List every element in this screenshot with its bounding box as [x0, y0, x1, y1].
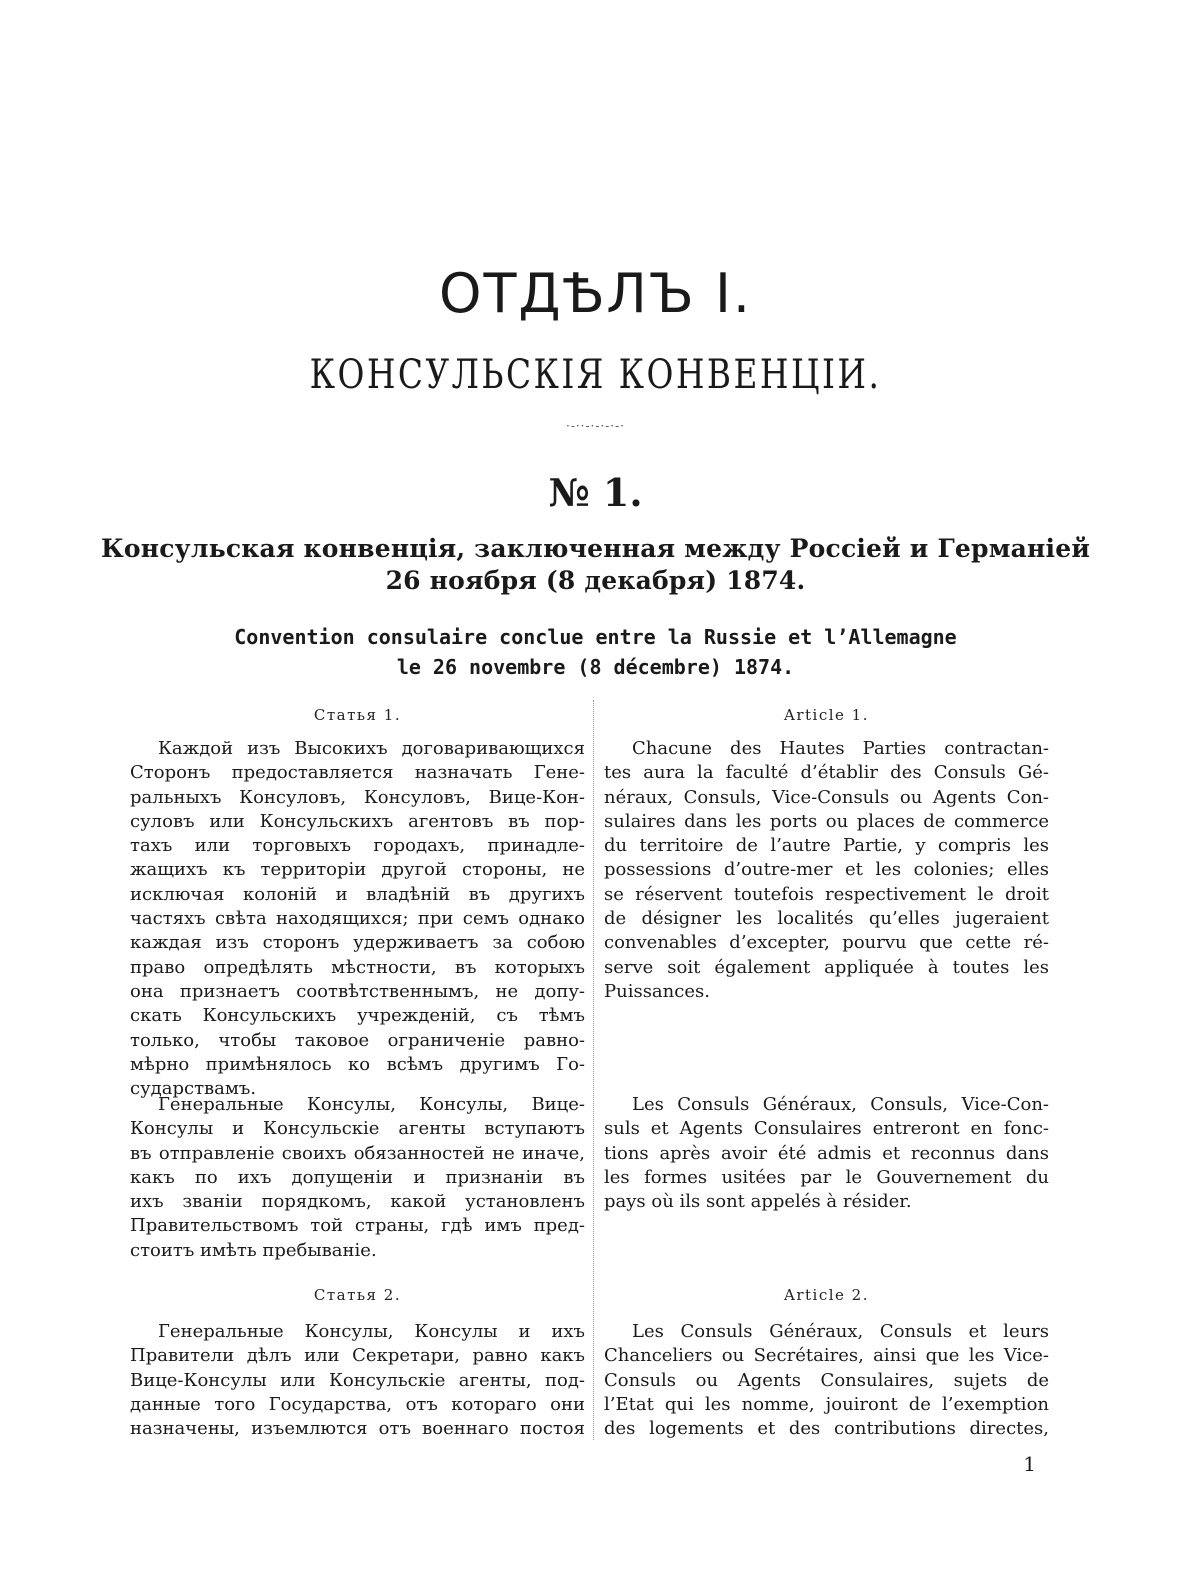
text-line: Chanceliers ou Secrétaires, ainsi que les Vice-	[604, 1345, 1049, 1367]
title-fr-line-1: Convention consulaire conclue entre la Russie et l’Allemagne	[234, 625, 957, 649]
text-line: только, чтобы таковое ограниченіе равно-	[130, 1029, 585, 1051]
text-line: tions après avoir été admis et reconnus dans	[604, 1142, 1049, 1164]
text-line: она признаетъ соотвѣтственнымъ, не допу-	[130, 980, 585, 1002]
title-ru-line-1: Консульская конвенція, заключенная между Россіей и Германіей	[100, 534, 1091, 563]
fr-article-2-paragraph-1	[604, 1320, 1049, 1441]
text-line: Les Consuls Généraux, Consuls et leurs	[632, 1321, 1049, 1342]
text-line: частяхъ свѣта находящихся; при семъ однако	[130, 908, 585, 930]
text-line: суловъ или Консульскихъ агентовъ въ пор-	[130, 810, 585, 832]
text-line: скать Консульскихъ учрежденій, съ тѣмъ	[130, 1005, 585, 1027]
document-title-french	[0, 622, 1191, 682]
text-line: Puissances.	[604, 980, 710, 1002]
fr-article-1-paragraph-2	[604, 1093, 1049, 1214]
page-number: 1	[1023, 1452, 1036, 1476]
text-line: les formes usitées par le Gouvernement du	[604, 1166, 1049, 1188]
text-line: convenables d’excepter, pourvu que cette ré-	[604, 932, 1049, 954]
text-line: Правительствомъ той страны, гдѣ имъ пред-	[130, 1215, 585, 1237]
text-line: Генеральные Консулы, Консулы и ихъ	[158, 1321, 585, 1342]
text-line: de désigner les localités qu’elles jugeraient	[604, 908, 1049, 930]
ru-article-2-paragraph-1	[130, 1320, 585, 1441]
text-line: въ отправленіе своихъ обязанностей не иначе,	[130, 1142, 585, 1164]
text-line: стоитъ имѣть пребываніе.	[130, 1239, 377, 1261]
article-2-heading-russian: Статья 2.	[313, 1286, 402, 1304]
text-line: Вице-Консулы или Консульскіе агенты, под-	[130, 1369, 585, 1391]
title-ru-line-2: 26 ноября (8 декабря) 1874.	[385, 566, 806, 595]
text-line: Consuls ou Agents Consulaires, sujets de	[604, 1369, 1049, 1391]
text-line: tes aura la faculté d’établir des Consuls Gé-	[604, 762, 1049, 784]
fr-article-1-paragraph-1	[604, 737, 1049, 1004]
text-line: ихъ званіи порядкомъ, какой установленъ	[130, 1191, 585, 1213]
document-number: № 1.	[548, 470, 643, 515]
text-line: Консулы и Консульскіе агенты вступаютъ	[130, 1118, 585, 1140]
text-line: l’Etat qui les nomme, jouiront de l’exemption	[604, 1393, 1049, 1415]
section-title: ОТДѢЛЪ I.	[438, 262, 753, 325]
text-line: назначены, изъемлются отъ военнаго постоя	[130, 1418, 585, 1440]
section-subtitle: КОНСУЛЬСКІЯ КОНВЕНЦІИ.	[309, 352, 882, 398]
text-line: ральныхъ Консуловъ, Консуловъ, Вице-Кон-	[130, 786, 585, 808]
text-line: néraux, Consuls, Vice-Consuls ou Agents Con-	[604, 786, 1049, 808]
text-line: какъ по ихъ допущеніи и признаніи въ	[130, 1166, 585, 1188]
text-line: serve soit également appliquée à toutes les	[604, 956, 1049, 978]
text-line: des logements et des contributions directes,	[604, 1418, 1049, 1440]
text-line: suls et Agents Consulaires entreront en fonc-	[604, 1118, 1049, 1140]
title-fr-line-2: le 26 novembre (8 décembre) 1874.	[396, 655, 795, 679]
text-line: se réservent toutefois respectivement le droit	[604, 883, 1049, 905]
article-1-heading-russian: Статья 1.	[313, 706, 402, 724]
text-line: Правители дѣлъ или Секретари, равно какъ	[130, 1345, 585, 1367]
ru-article-1-paragraph-1	[130, 737, 585, 1101]
text-line: жащихъ къ территоріи другой стороны, не	[130, 859, 585, 881]
text-line: Генеральные Консулы, Консулы, Вице-	[158, 1094, 585, 1115]
text-line: du territoire de l’autre Partie, y compris les	[604, 835, 1049, 857]
text-line: Каждой изъ Высокихъ договаривающихся	[158, 738, 585, 759]
text-line: Les Consuls Généraux, Consuls, Vice-Con-	[632, 1094, 1049, 1115]
article-1-heading-french: Article 1.	[784, 706, 869, 724]
ornament-divider: ·-··-·-·-·-·	[566, 419, 625, 433]
text-line: Сторонъ предоставляется назначать Гене-	[130, 762, 585, 784]
text-line: сударствамъ.	[130, 1078, 257, 1100]
text-line: каждая изъ сторонъ удерживаетъ за собою	[130, 932, 585, 954]
text-line: право опредѣлять мѣстности, въ которыхъ	[130, 956, 585, 978]
ru-article-1-paragraph-2	[130, 1093, 585, 1263]
text-line: Chacune des Hautes Parties contractan-	[632, 738, 1049, 759]
article-2-heading-french: Article 2.	[784, 1286, 869, 1304]
text-line: данные того Государства, отъ котораго они	[130, 1393, 585, 1415]
text-line: мѣрно примѣнялось ко всѣмъ другимъ Го-	[130, 1053, 585, 1075]
text-line: pays où ils sont appelés à résider.	[604, 1191, 912, 1213]
text-line: тахъ или торговыхъ городахъ, принадле-	[130, 835, 585, 857]
text-line: исключая колоній и владѣній въ другихъ	[130, 883, 585, 905]
document-title-russian	[0, 533, 1191, 597]
text-line: sulaires dans les ports ou places de commerce	[604, 810, 1049, 832]
column-divider	[593, 700, 594, 1440]
text-line: possessions d’outre-mer et les colonies; elles	[604, 859, 1049, 881]
